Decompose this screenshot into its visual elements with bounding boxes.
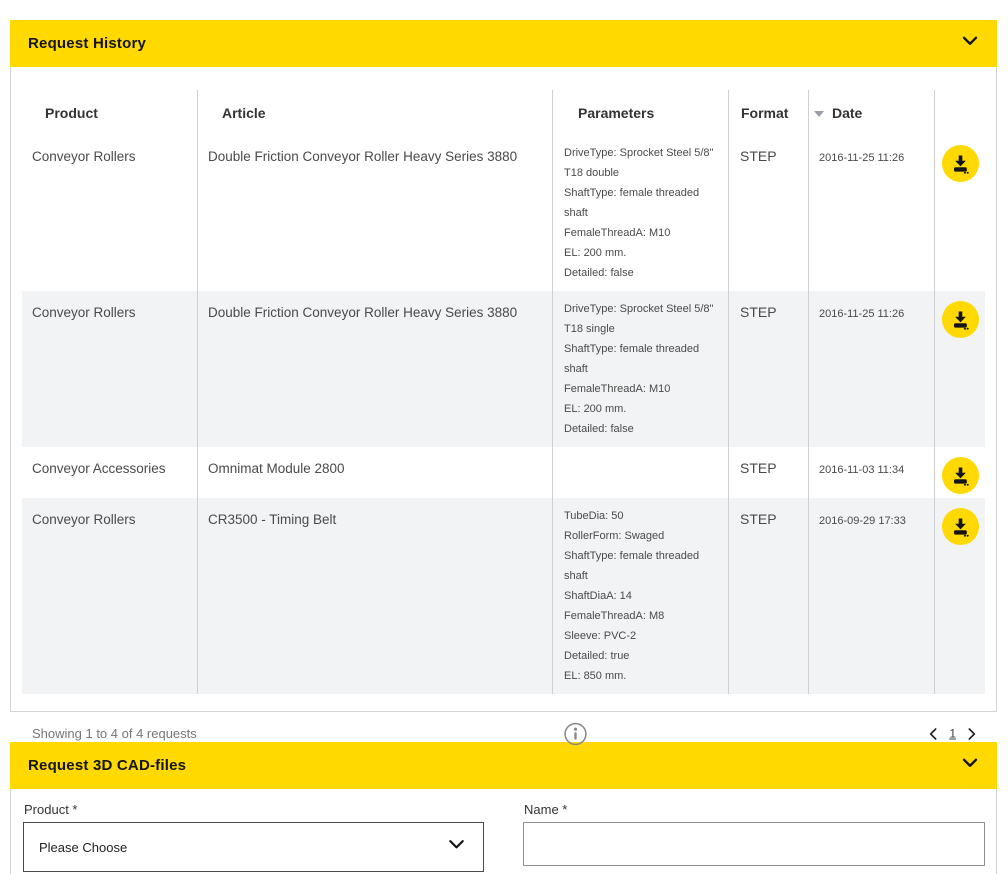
parameter-line: ShaftDiaA: 14 [564, 590, 632, 602]
parameter-line: DriveType: Sprocket Steel 5/8" T18 single [564, 303, 714, 335]
parameter-line: EL: 200 mm. [564, 403, 627, 415]
column-header-download [934, 90, 985, 135]
table-row [22, 135, 985, 291]
table-footer [22, 694, 985, 773]
product-select-value: Please Choose [39, 839, 128, 855]
sort-descending-icon[interactable] [814, 111, 824, 117]
parameter-line: ShaftType: female threaded shaft [564, 550, 700, 582]
parameters-cell [552, 447, 728, 498]
article-cell: Omnimat Module 2800 [208, 461, 345, 476]
article-cell: Double Friction Conveyor Roller Heavy Series 3880 [208, 149, 518, 164]
download-button[interactable] [942, 508, 979, 545]
request-history-panel [10, 20, 997, 741]
column-header-format: Format [728, 90, 808, 135]
format-cell: STEP [740, 460, 777, 476]
date-cell: 2016-09-29 17:33 [819, 515, 906, 527]
parameter-line: Detailed: false [564, 267, 634, 279]
name-label: Name * [524, 802, 568, 817]
parameter-line: ShaftType: female threaded shaft [564, 343, 700, 375]
download-button[interactable] [942, 301, 979, 338]
article-cell: Double Friction Conveyor Roller Heavy Series 3880 [208, 305, 518, 320]
parameter-line: DriveType: Sprocket Steel 5/8" T18 double [564, 147, 714, 179]
parameter-line: Sleeve: PVC-2 [564, 630, 637, 642]
format-cell: STEP [740, 148, 777, 164]
table-row [22, 498, 985, 694]
column-header-product: Product [45, 104, 98, 121]
request-history-header[interactable] [10, 20, 997, 67]
parameter-line: Detailed: false [564, 423, 634, 435]
request-cad-body [10, 789, 997, 874]
name-input[interactable] [523, 822, 985, 866]
download-button[interactable] [942, 145, 979, 182]
date-cell: 2016-11-03 11:34 [819, 464, 905, 476]
request-cad-title: Request 3D CAD-files [28, 757, 187, 774]
parameter-line: ShaftType: female threaded shaft [564, 187, 700, 219]
chevron-down-icon[interactable] [959, 30, 981, 57]
parameter-line: TubeDia: 50 [564, 510, 624, 522]
parameter-line: Detailed: true [564, 650, 630, 662]
parameter-line: EL: 200 mm. [564, 247, 627, 259]
parameter-line: FemaleThreadA: M10 [564, 383, 671, 395]
info-icon[interactable] [563, 721, 588, 746]
article-cell: CR3500 - Timing Belt [208, 512, 337, 527]
product-cell: Conveyor Rollers [32, 149, 136, 164]
date-cell: 2016-11-25 11:26 [819, 308, 905, 320]
next-page-icon[interactable] [964, 726, 979, 741]
product-select[interactable] [23, 822, 484, 872]
parameter-line: FemaleThreadA: M8 [564, 610, 665, 622]
table-row [22, 447, 985, 498]
product-field-group [23, 802, 484, 874]
request-history-body [10, 67, 997, 741]
column-header-parameters: Parameters [552, 90, 728, 135]
date-cell: 2016-11-25 11:26 [819, 152, 905, 164]
parameters-cell [552, 291, 728, 447]
format-cell: STEP [740, 304, 777, 320]
results-summary: Showing 1 to 4 of 4 requests [32, 726, 197, 741]
request-history-title: Request History [28, 35, 147, 52]
product-cell: Conveyor Rollers [32, 305, 136, 320]
parameter-line: FemaleThreadA: M10 [564, 227, 671, 239]
page-number[interactable]: 1 [949, 726, 956, 741]
chevron-down-icon [445, 833, 468, 861]
parameters-cell [552, 135, 728, 291]
column-header-article: Article [197, 90, 552, 135]
column-header-date[interactable]: Date [808, 90, 934, 135]
previous-page-icon[interactable] [926, 726, 941, 741]
pagination [926, 726, 979, 741]
parameter-line: RollerForm: Swaged [564, 530, 665, 542]
table-header-row [22, 90, 985, 135]
product-cell: Conveyor Rollers [32, 512, 136, 527]
parameters-cell [552, 498, 728, 694]
product-label: Product * [24, 802, 78, 817]
table-row [22, 291, 985, 447]
name-field-group [523, 802, 985, 874]
download-button[interactable] [942, 457, 979, 494]
parameter-line: EL: 850 mm. [564, 670, 627, 682]
product-cell: Conveyor Accessories [32, 461, 166, 476]
format-cell: STEP [740, 511, 777, 527]
